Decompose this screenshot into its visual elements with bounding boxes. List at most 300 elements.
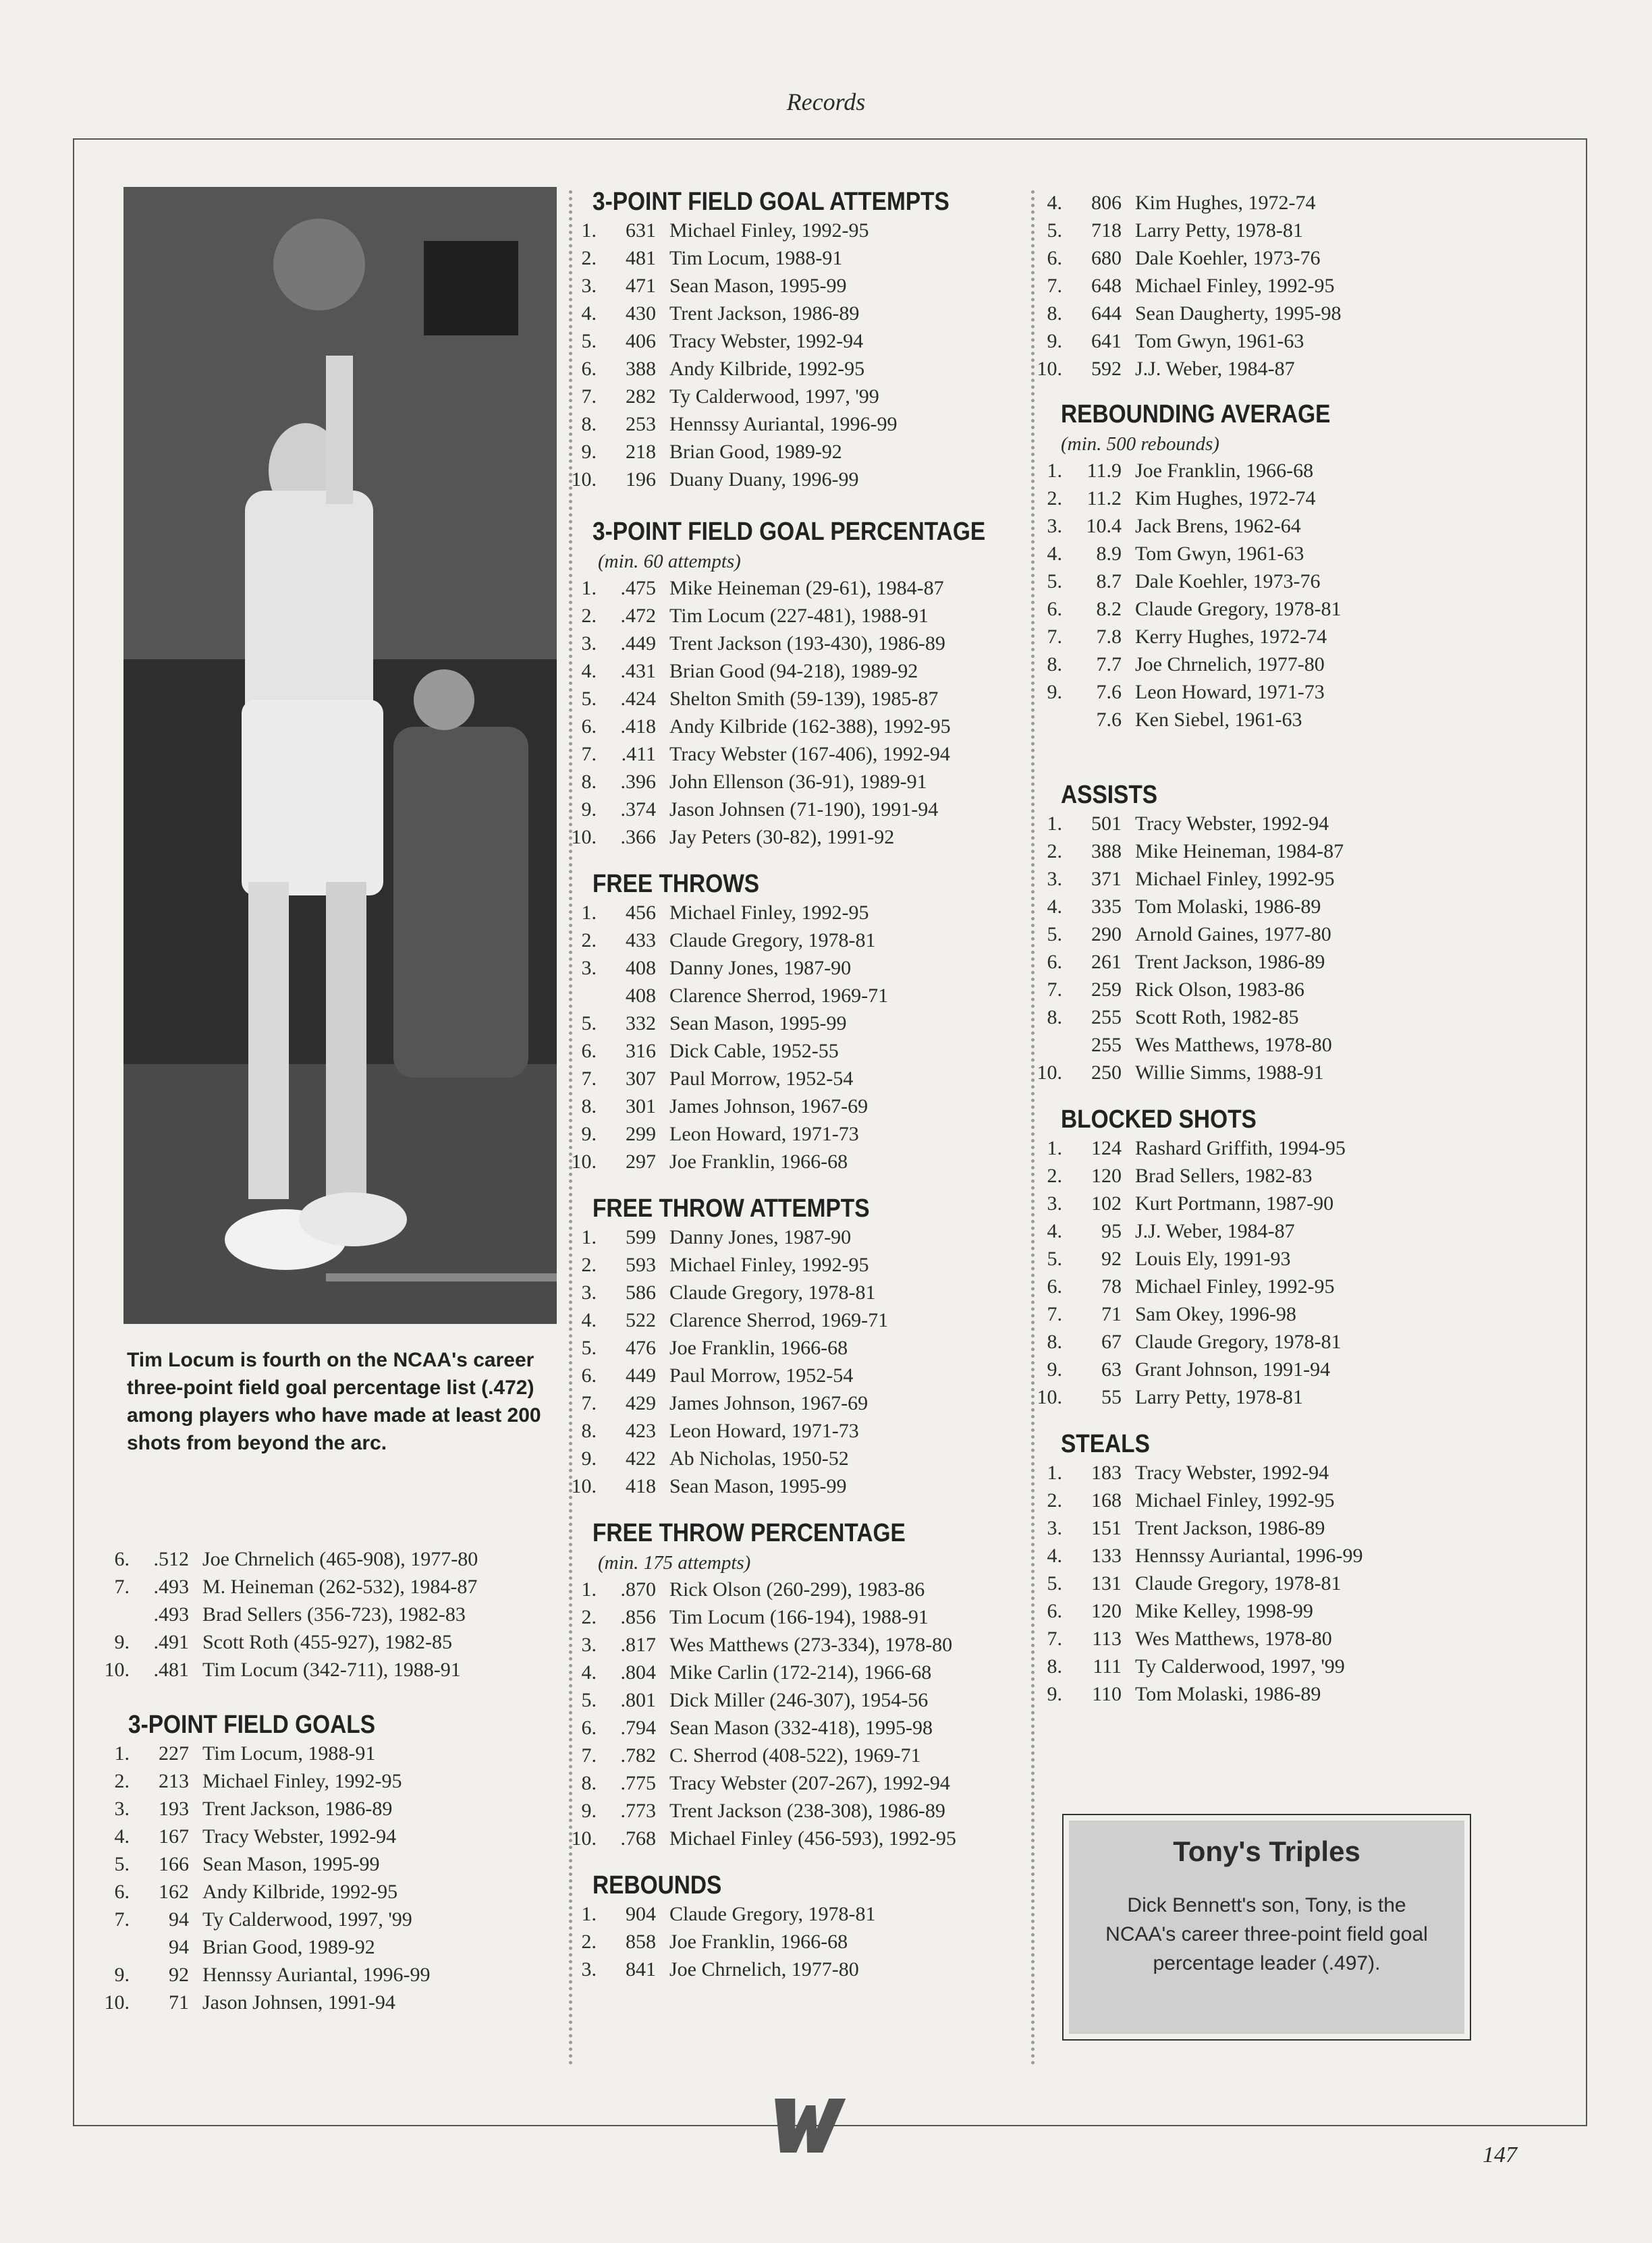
rank: 3. [1047, 1517, 1062, 1539]
record-value: 406 [626, 330, 656, 352]
record-value: 133 [1091, 1545, 1122, 1567]
table-row [1012, 1245, 1498, 1273]
player-name: Willie Simms, 1988-91 [1135, 1061, 1324, 1084]
table-row [547, 327, 1019, 355]
record-value: 423 [626, 1420, 656, 1442]
table-row [547, 602, 1019, 630]
record-value: 78 [1101, 1275, 1122, 1298]
table-row [547, 1603, 1019, 1631]
player-name: Larry Petty, 1978-81 [1135, 1386, 1303, 1408]
table-row [1012, 484, 1498, 512]
rank: 5. [581, 1012, 597, 1034]
player-name: Brian Good, 1989-92 [202, 1936, 375, 1958]
player-name: Andy Kilbride (162-388), 1992-95 [669, 715, 951, 738]
rank: 7. [1047, 626, 1062, 648]
player-name: Kim Hughes, 1972-74 [1135, 487, 1316, 509]
player-name: Hennssy Auriantal, 1996-99 [202, 1964, 431, 1986]
player-name: Hennssy Auriantal, 1996-99 [1135, 1545, 1363, 1567]
player-name: Rashard Griffith, 1994-95 [1135, 1137, 1346, 1159]
player-name: Tim Locum, 1988-91 [669, 247, 843, 269]
table-row [547, 1769, 1019, 1797]
player-name: Claude Gregory, 1978-81 [1135, 1331, 1342, 1353]
record-value: 131 [1091, 1572, 1122, 1595]
player-name: Tom Molaski, 1986-89 [1135, 895, 1321, 918]
table-row [80, 1961, 552, 1989]
rank: 9. [581, 798, 597, 821]
reb-avg-note: (min. 500 rebounds) [1061, 433, 1219, 455]
table-row [547, 713, 1019, 740]
player-name: Sean Mason, 1995-99 [669, 275, 847, 297]
record-value: 255 [1091, 1006, 1122, 1028]
table-row [547, 1009, 1019, 1037]
record-value: 456 [626, 902, 656, 924]
record-value: .472 [620, 605, 656, 627]
table-row [80, 1878, 552, 1906]
table-row [1012, 920, 1498, 948]
table-row [1012, 706, 1498, 733]
table-row [547, 1417, 1019, 1445]
player-name: Sean Mason (332-418), 1995-98 [669, 1717, 933, 1739]
rank: 1. [1047, 460, 1062, 482]
fg3-section-title: 3-POINT FIELD GOALS [128, 1711, 375, 1739]
record-value: 501 [1091, 812, 1122, 835]
rank: 6. [114, 1881, 130, 1903]
record-value: 110 [1092, 1683, 1122, 1705]
table-row [1012, 244, 1498, 272]
rank: 3. [581, 1634, 597, 1656]
player-name: Michael Finley (456-593), 1992-95 [669, 1827, 956, 1850]
rank: 6. [581, 1717, 597, 1739]
rank [80, 1933, 130, 1961]
record-value: 253 [626, 413, 656, 435]
table-row [547, 1472, 1019, 1500]
rank: 2. [1047, 1165, 1062, 1187]
player-name: Scott Roth (455-927), 1982-85 [202, 1631, 452, 1653]
rank [80, 1601, 130, 1628]
table-row [547, 272, 1019, 300]
ast-list [1012, 810, 1498, 1086]
record-value: 335 [1091, 895, 1122, 918]
player-name: Tim Locum (342-711), 1988-91 [202, 1659, 461, 1681]
player-name: Sam Okey, 1996-98 [1135, 1303, 1296, 1325]
player-name: Claude Gregory, 1978-81 [1135, 598, 1342, 620]
rank: 1. [581, 1578, 597, 1601]
fga3-list [547, 217, 1019, 493]
rank: 2. [581, 1931, 597, 1953]
table-row [1012, 1487, 1498, 1514]
sidebar-title: Tony's Triples [1173, 1835, 1360, 1867]
player-name: Tracy Webster, 1992-94 [669, 330, 864, 352]
record-value: .782 [620, 1744, 656, 1767]
table-row [1012, 1625, 1498, 1653]
table-row [547, 438, 1019, 466]
rank: 1. [581, 902, 597, 924]
table-row [80, 1933, 552, 1961]
player-name: Michael Finley, 1992-95 [669, 1254, 869, 1276]
record-value: 481 [626, 247, 656, 269]
record-value: 120 [1091, 1165, 1122, 1187]
table-row [1012, 1300, 1498, 1328]
rank: 10. [571, 1151, 597, 1173]
record-value: 522 [626, 1309, 656, 1331]
player-name: Trent Jackson (193-430), 1986-89 [669, 632, 945, 655]
record-value: 8.9 [1096, 543, 1122, 565]
table-row [1012, 1190, 1498, 1217]
rank: 9. [1047, 1358, 1062, 1381]
record-value: 92 [1101, 1248, 1122, 1270]
table-row [1012, 1459, 1498, 1487]
record-value: 162 [159, 1881, 189, 1903]
record-value: 196 [626, 468, 656, 491]
record-value: .431 [620, 660, 656, 682]
rank: 2. [114, 1770, 130, 1792]
rank: 4. [581, 1309, 597, 1331]
ftp-list [547, 1576, 1019, 1852]
player-name: Ken Siebel, 1961-63 [1135, 709, 1302, 731]
table-row [547, 1659, 1019, 1686]
record-value: .418 [620, 715, 656, 738]
rank: 6. [581, 1040, 597, 1062]
rank: 3. [114, 1798, 130, 1820]
table-row [1012, 1570, 1498, 1597]
rank: 5. [114, 1853, 130, 1875]
rank: 3. [581, 275, 597, 297]
table-row [80, 1823, 552, 1850]
table-row [547, 1714, 1019, 1742]
record-value: 124 [1091, 1137, 1122, 1159]
record-value: 586 [626, 1281, 656, 1304]
record-value: 8.2 [1096, 598, 1122, 620]
table-row [1012, 1059, 1498, 1086]
motion-w-logo [769, 2092, 850, 2163]
table-row [547, 899, 1019, 926]
player-name: Joe Franklin, 1966-68 [669, 1337, 848, 1359]
fta-section-title: FREE THROW ATTEMPTS [593, 1194, 870, 1223]
record-value: 71 [1101, 1303, 1122, 1325]
rank: 6. [1047, 598, 1062, 620]
rank: 4. [114, 1825, 130, 1848]
record-value: 429 [626, 1392, 656, 1414]
player-name: Tom Gwyn, 1961-63 [1135, 543, 1304, 565]
record-value: 408 [626, 985, 656, 1007]
record-value: .775 [620, 1772, 656, 1794]
table-row [1012, 272, 1498, 300]
record-value: .449 [620, 632, 656, 655]
player-name: Clarence Sherrod, 1969-71 [669, 1309, 889, 1331]
table-row [80, 1545, 552, 1573]
record-value: 102 [1091, 1192, 1122, 1215]
player-name: Kim Hughes, 1972-74 [1135, 192, 1316, 214]
record-value: 299 [626, 1123, 656, 1145]
record-value: 261 [1091, 951, 1122, 973]
record-value: .794 [620, 1717, 656, 1739]
rank: 8. [1047, 1655, 1062, 1678]
player-name: Clarence Sherrod, 1969-71 [669, 985, 889, 1007]
fta-list [547, 1223, 1019, 1500]
record-value: .804 [620, 1661, 656, 1684]
player-name: Michael Finley, 1992-95 [669, 219, 869, 242]
player-name: Leon Howard, 1971-73 [669, 1123, 859, 1145]
record-value: 471 [626, 275, 656, 297]
rank: 6. [1047, 247, 1062, 269]
record-value: 7.6 [1096, 709, 1122, 731]
table-row [547, 1956, 1019, 1983]
rank: 3. [581, 957, 597, 979]
player-name: John Ellenson (36-91), 1989-91 [669, 771, 927, 793]
record-value: 259 [1091, 978, 1122, 1001]
record-value: 641 [1091, 330, 1122, 352]
record-value: 476 [626, 1337, 656, 1359]
rank: 2. [581, 1606, 597, 1628]
player-name: Wes Matthews, 1978-80 [1135, 1628, 1332, 1650]
player-name: Joe Chrnelich, 1977-80 [669, 1958, 859, 1981]
record-value: 718 [1091, 219, 1122, 242]
record-value: .856 [620, 1606, 656, 1628]
record-value: 290 [1091, 923, 1122, 945]
table-row [547, 1251, 1019, 1279]
record-value: 8.7 [1096, 570, 1122, 592]
record-value: .870 [620, 1578, 656, 1601]
player-name: Ab Nicholas, 1950-52 [669, 1447, 849, 1470]
player-name: Tracy Webster (167-406), 1992-94 [669, 743, 950, 765]
player-name: Brian Good (94-218), 1989-92 [669, 660, 918, 682]
player-name: Ty Calderwood, 1997, '99 [669, 385, 879, 408]
photo-caption: Tim Locum is fourth on the NCAA's career three-point field goal percentage list (.472) among players who have made at least 200 shots from beyond the arc. [127, 1349, 541, 1454]
table-row [1012, 1653, 1498, 1680]
reb-avg-section-title: REBOUNDING AVERAGE [1061, 400, 1331, 428]
reb-section-title: REBOUNDS [593, 1871, 722, 1900]
rank: 9. [581, 1123, 597, 1145]
record-value: 113 [1092, 1628, 1122, 1650]
rank: 2. [581, 247, 597, 269]
record-value: .491 [153, 1631, 189, 1653]
rank: 9. [1047, 681, 1062, 703]
rank: 9. [581, 441, 597, 463]
ftp-section-title: FREE THROW PERCENTAGE [593, 1519, 906, 1547]
player-name: Michael Finley, 1992-95 [202, 1770, 402, 1792]
table-row [1012, 540, 1498, 567]
table-row [547, 466, 1019, 493]
table-row [1012, 595, 1498, 623]
player-name: Brian Good, 1989-92 [669, 441, 842, 463]
table-row [547, 383, 1019, 410]
record-value: 422 [626, 1447, 656, 1470]
rank: 4. [1047, 192, 1062, 214]
record-value: 11.9 [1086, 460, 1122, 482]
player-name: Kerry Hughes, 1972-74 [1135, 626, 1327, 648]
rank: 10. [571, 826, 597, 848]
rank: 7. [581, 385, 597, 408]
table-row [547, 1445, 1019, 1472]
rank: 6. [581, 1364, 597, 1387]
rank: 4. [1047, 895, 1062, 918]
table-row [547, 1120, 1019, 1148]
table-row [80, 1906, 552, 1933]
rank [1012, 1031, 1062, 1059]
rank: 2. [1047, 1489, 1062, 1512]
ft-section-title: FREE THROWS [593, 870, 760, 898]
player-name: Sean Mason, 1995-99 [669, 1475, 847, 1497]
rank: 5. [581, 1337, 597, 1359]
table-row [1012, 217, 1498, 244]
rank: 5. [581, 330, 597, 352]
rank: 10. [571, 1827, 597, 1850]
record-value: 433 [626, 929, 656, 951]
record-value: 332 [626, 1012, 656, 1034]
player-name: Tim Locum (227-481), 1988-91 [669, 605, 929, 627]
table-row [1012, 327, 1498, 355]
player-name: Dale Koehler, 1973-76 [1135, 570, 1321, 592]
record-value: .411 [621, 743, 656, 765]
table-row [1012, 1273, 1498, 1300]
blk-section-title: BLOCKED SHOTS [1061, 1105, 1257, 1134]
ftp-note: (min. 175 attempts) [598, 1552, 751, 1574]
rank: 7. [581, 1068, 597, 1090]
record-value: .817 [620, 1634, 656, 1656]
fgp3-section-title: 3-POINT FIELD GOAL PERCENTAGE [593, 518, 986, 546]
table-row [1012, 893, 1498, 920]
reb-avg-list [1012, 457, 1498, 733]
player-name: Shelton Smith (59-139), 1985-87 [669, 688, 939, 710]
player-name: Trent Jackson, 1986-89 [1135, 951, 1325, 973]
record-value: .801 [620, 1689, 656, 1711]
table-row [547, 1148, 1019, 1175]
rank [547, 982, 597, 1009]
table-row [80, 1601, 552, 1628]
record-value: .512 [153, 1548, 189, 1570]
rank: 7. [1047, 1628, 1062, 1650]
ast-section-title: ASSISTS [1061, 781, 1158, 809]
player-name: Leon Howard, 1971-73 [669, 1420, 859, 1442]
table-row [80, 1989, 552, 2016]
rank: 5. [1047, 570, 1062, 592]
rank: 10. [1037, 1386, 1062, 1408]
record-value: 644 [1091, 302, 1122, 325]
table-row [547, 244, 1019, 272]
rank: 3. [1047, 1192, 1062, 1215]
table-row [1012, 1542, 1498, 1570]
rank: 4. [1047, 1220, 1062, 1242]
table-row [80, 1573, 552, 1601]
rank: 4. [1047, 1545, 1062, 1567]
record-value: 297 [626, 1151, 656, 1173]
player-name: Grant Johnson, 1991-94 [1135, 1358, 1331, 1381]
table-row [80, 1767, 552, 1795]
table-row [547, 1797, 1019, 1825]
table-row [547, 740, 1019, 768]
player-name: Claude Gregory, 1978-81 [1135, 1572, 1342, 1595]
record-value: 63 [1101, 1358, 1122, 1381]
rank: 4. [581, 1661, 597, 1684]
player-name: Leon Howard, 1971-73 [1135, 681, 1325, 703]
record-value: .493 [153, 1603, 189, 1626]
rank: 7. [581, 743, 597, 765]
record-value: 166 [159, 1853, 189, 1875]
rank: 10. [1037, 358, 1062, 380]
player-name: Michael Finley, 1992-95 [1135, 868, 1335, 890]
table-row [1012, 300, 1498, 327]
table-row [1012, 355, 1498, 383]
player-name: M. Heineman (262-532), 1984-87 [202, 1576, 478, 1598]
blk-list [1012, 1134, 1498, 1411]
table-row [1012, 948, 1498, 976]
table-row [547, 1306, 1019, 1334]
record-value: 408 [626, 957, 656, 979]
record-value: 94 [169, 1936, 189, 1958]
player-name: Tracy Webster, 1992-94 [1135, 812, 1329, 835]
rank: 1. [1047, 1137, 1062, 1159]
player-name: Claude Gregory, 1978-81 [669, 1281, 876, 1304]
rank: 1. [581, 1903, 597, 1925]
record-value: 213 [159, 1770, 189, 1792]
record-value: 7.8 [1096, 626, 1122, 648]
record-value: 592 [1091, 358, 1122, 380]
rank: 9. [1047, 330, 1062, 352]
record-value: 55 [1101, 1386, 1122, 1408]
table-row [547, 1092, 1019, 1120]
table-row [1012, 1514, 1498, 1542]
table-row [80, 1656, 552, 1684]
rank: 4. [1047, 543, 1062, 565]
record-value: 680 [1091, 247, 1122, 269]
rank: 3. [581, 1958, 597, 1981]
record-value: 120 [1091, 1600, 1122, 1622]
player-name: Tim Locum, 1988-91 [202, 1742, 376, 1765]
rank: 5. [1047, 923, 1062, 945]
player-name: Duany Duany, 1996-99 [669, 468, 859, 491]
ft-list [547, 899, 1019, 1175]
rank: 1. [581, 219, 597, 242]
player-name: Joe Chrnelich, 1977-80 [1135, 653, 1325, 675]
record-value: .481 [153, 1659, 189, 1681]
rank: 2. [581, 605, 597, 627]
w-logo-icon [769, 2092, 850, 2159]
player-name: Trent Jackson, 1986-89 [202, 1798, 393, 1820]
rank: 2. [1047, 840, 1062, 862]
player-name: Michael Finley, 1992-95 [1135, 1489, 1335, 1512]
table-row [547, 300, 1019, 327]
rank: 4. [581, 302, 597, 325]
table-row [1012, 865, 1498, 893]
player-name: Tim Locum (166-194), 1988-91 [669, 1606, 929, 1628]
reb-list [547, 1900, 1019, 1983]
record-value: 218 [626, 441, 656, 463]
table-row [547, 982, 1019, 1009]
player-name: J.J. Weber, 1984-87 [1135, 358, 1295, 380]
record-value: 250 [1091, 1061, 1122, 1084]
table-row [547, 685, 1019, 713]
table-row [1012, 623, 1498, 650]
player-name: Claude Gregory, 1978-81 [669, 1903, 876, 1925]
player-name: Joe Franklin, 1966-68 [669, 1151, 848, 1173]
rank: 10. [571, 1475, 597, 1497]
player-name: Jay Peters (30-82), 1991-92 [669, 826, 895, 848]
rank: 5. [1047, 219, 1062, 242]
player-photo [123, 187, 557, 1324]
player-name: Tracy Webster, 1992-94 [1135, 1462, 1329, 1484]
player-name: Andy Kilbride, 1992-95 [202, 1881, 398, 1903]
record-value: 7.7 [1096, 653, 1122, 675]
rank: 5. [1047, 1248, 1062, 1270]
table-row [80, 1740, 552, 1767]
rank: 7. [1047, 1303, 1062, 1325]
player-name: Larry Petty, 1978-81 [1135, 219, 1303, 242]
page-number: 147 [1483, 2142, 1517, 2167]
player-name: Ty Calderwood, 1997, '99 [1135, 1655, 1345, 1678]
player-name: Tom Molaski, 1986-89 [1135, 1683, 1321, 1705]
player-name: Rick Olson (260-299), 1983-86 [669, 1578, 925, 1601]
table-row [1012, 1134, 1498, 1162]
